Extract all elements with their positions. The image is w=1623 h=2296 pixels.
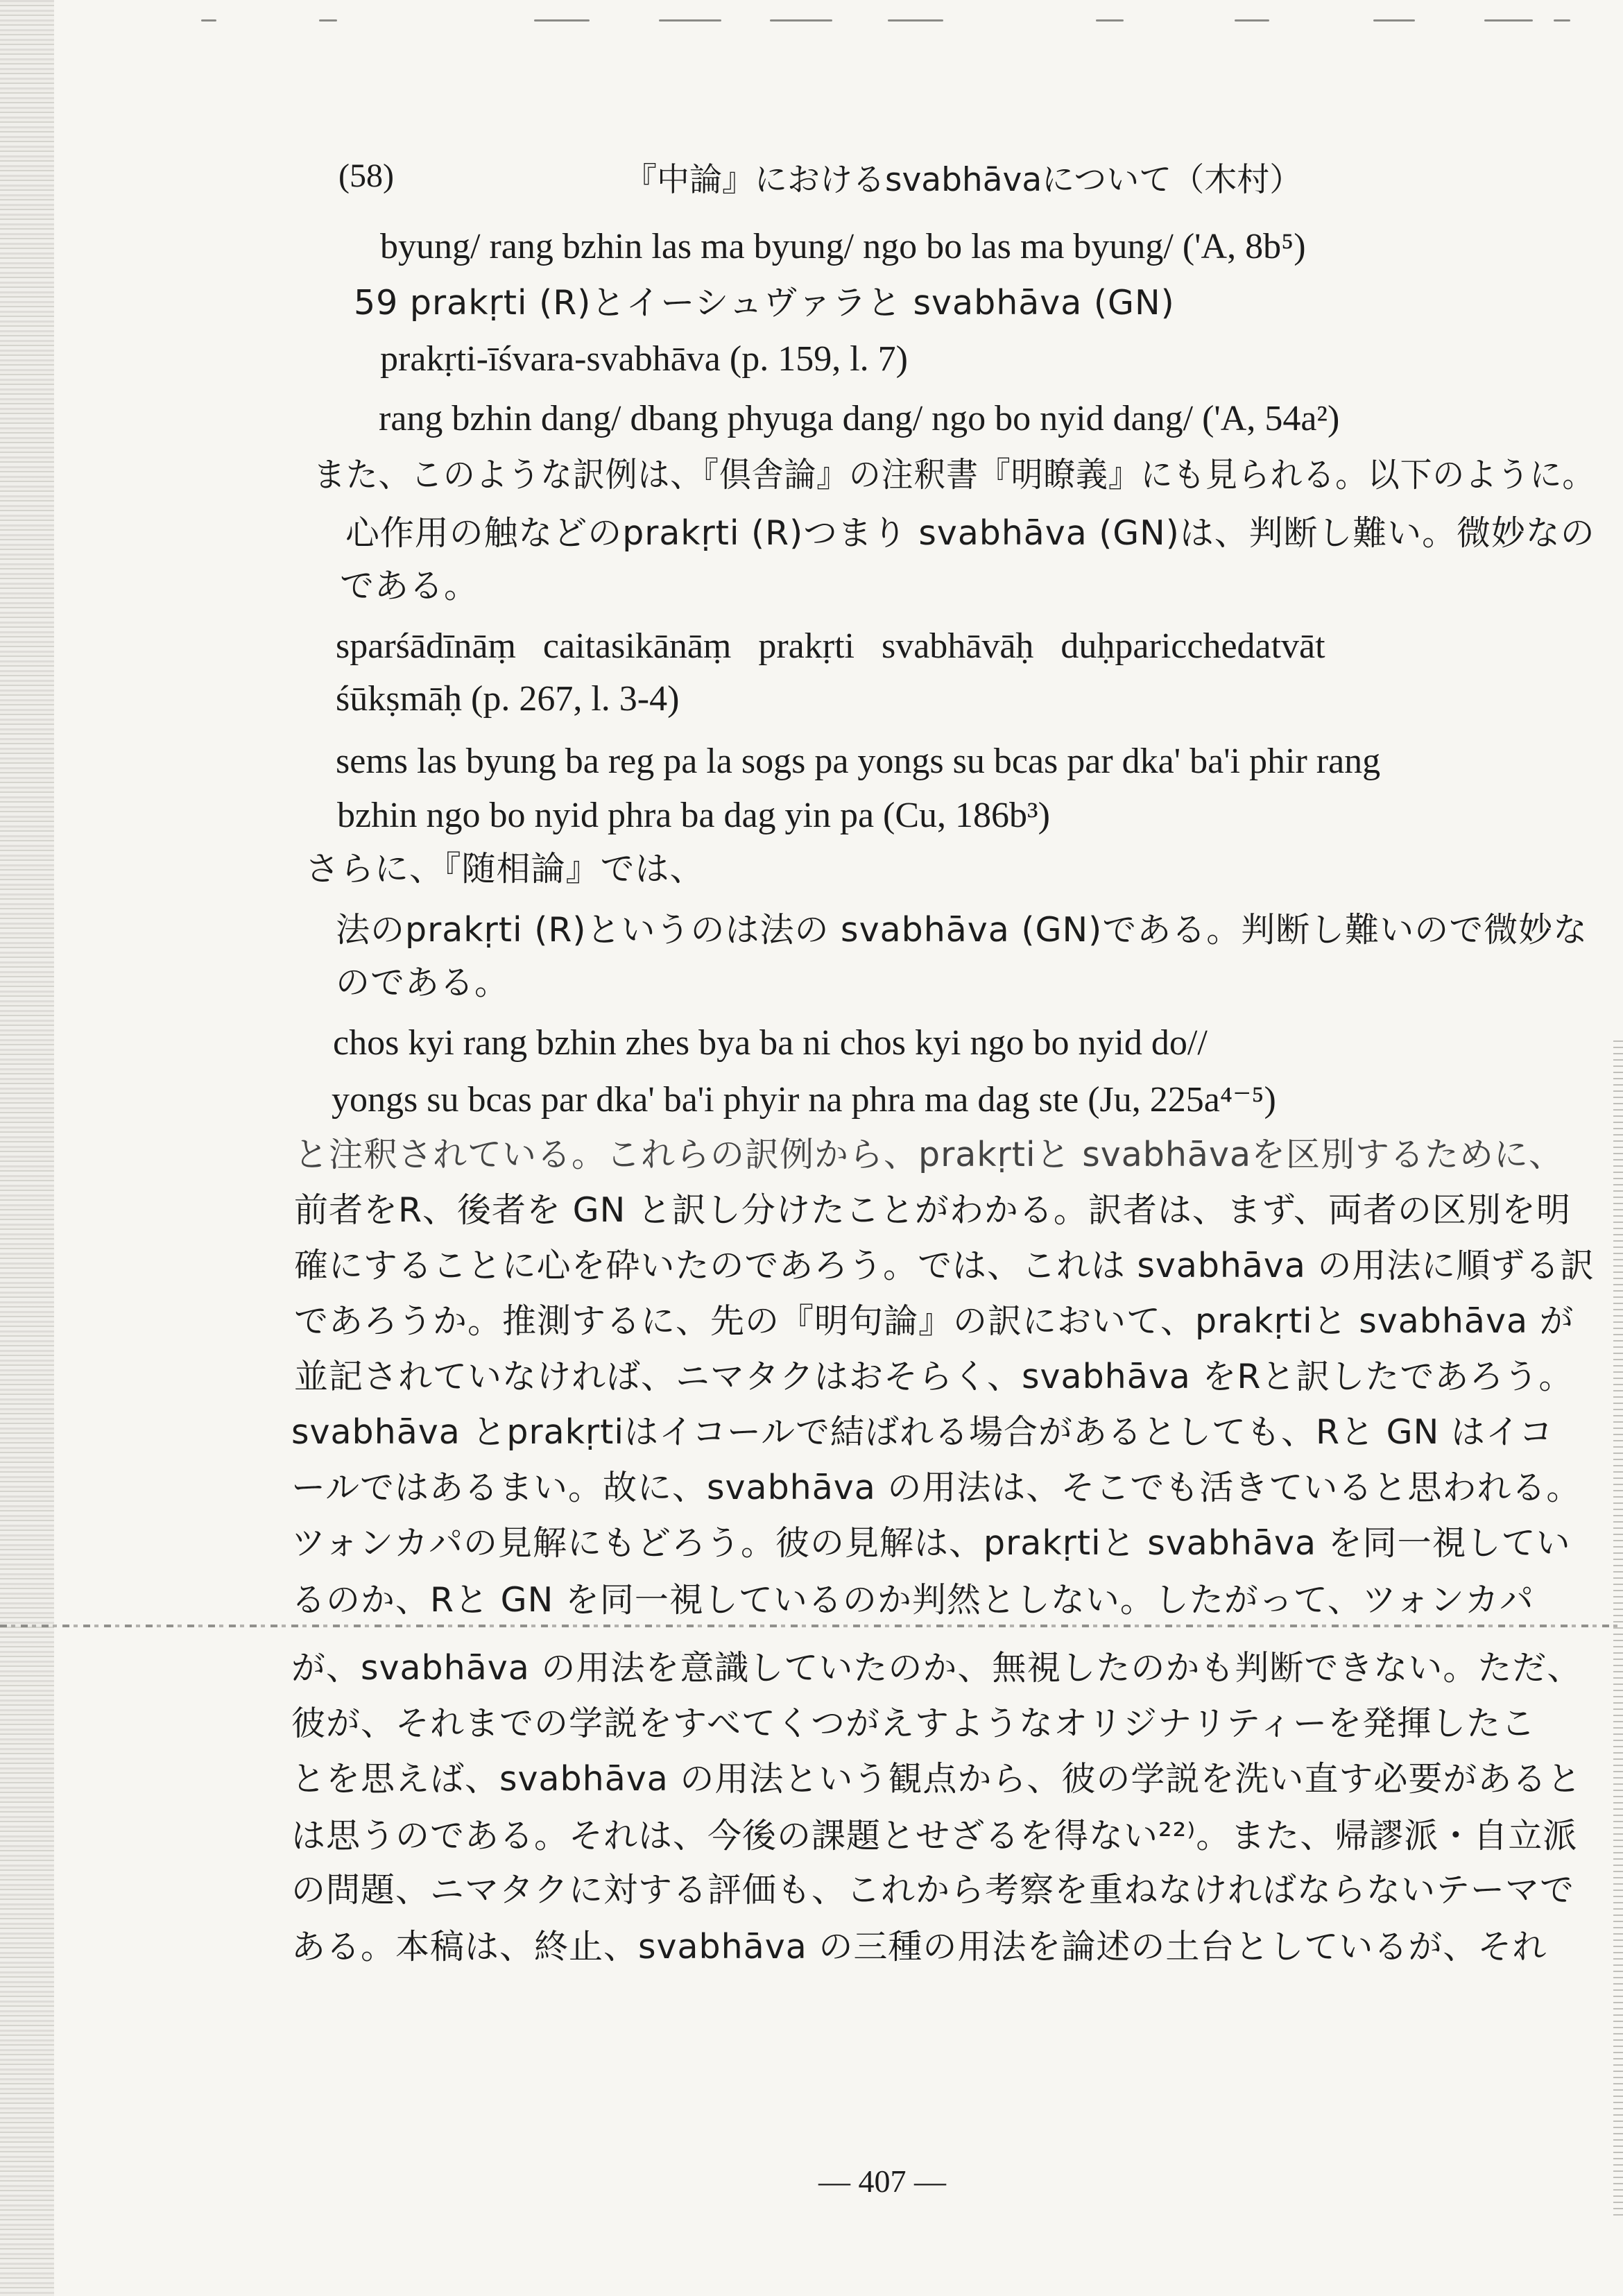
text-line: 前者をR、後者を GN と訳し分けたことがわかる。訳者は、まず、両者の区別を明	[294, 1190, 1571, 1230]
header-title: 『中論』におけるsvabhāvaについて（木村）	[624, 161, 1303, 199]
text-line: sems las byung ba reg pa la sogs pa yongs su bcas par dka' ba'i phir rang	[336, 742, 1381, 781]
text-line: śūkṣmāḥ (p. 267, l. 3-4)	[336, 679, 680, 719]
text-line: 彼が、それまでの学説をすべてくつがえすようなオリジナリティーを発揮したこ	[291, 1704, 1536, 1743]
text-line: 心作用の触などのprakṛti (R)つまり svabhāva (GN)は、判断し難い。微妙なの	[345, 513, 1595, 553]
text-line: svabhāva とprakṛtiはイコールで結ばれる場合があるとしても、Rと GN はイコ	[291, 1412, 1554, 1452]
text-line: ある。本稿は、終止、svabhāva の三種の用法を論述の土台としているが、それ	[291, 1927, 1547, 1967]
text-line: 確にすることに心を砕いたのであろう。では、これは svabhāva の用法に順ずる訳	[294, 1246, 1595, 1285]
text-line: 並記されていなければ、ニマタクはおそらく、svabhāva をRと訳したであろう。	[294, 1357, 1574, 1396]
text-line: byung/ rang bzhin las ma byung/ ngo bo las ma byung/ ('A, 8b⁵)	[380, 227, 1306, 266]
fold-line	[0, 1625, 1623, 1627]
text-line: rang bzhin dang/ dbang phyuga dang/ ngo bo nyid dang/ ('A, 54a²)	[379, 399, 1340, 438]
text-line: さらに、『随相論』では、	[305, 849, 705, 889]
header-page-ref: (58)	[338, 157, 394, 194]
text-line: と注釈されている。これらの訳例から、prakṛtiと svabhāvaを区別するために、	[294, 1135, 1563, 1174]
text-line: のである。	[336, 963, 510, 1002]
text-line: chos kyi rang bzhin zhes bya ba ni chos kyi ngo bo nyid do//	[333, 1023, 1208, 1063]
text-line: である。	[340, 566, 479, 606]
text-line: るのか、Rと GN を同一視しているのか判然としない。したがって、ツォンカパ	[291, 1580, 1534, 1620]
text-line: yongs su bcas par dka' ba'i phyir na phra ma dag ste (Ju, 225a⁴⁻⁵)	[332, 1080, 1276, 1120]
page-number: — 407 —	[818, 2164, 946, 2199]
text-line: の問題、ニマタクに対する評価も、これから考察を重ねなければならないテーマで	[291, 1870, 1575, 1910]
text-line: が、svabhāva の用法を意識していたのか、無視したのかも判断できない。ただ、	[291, 1648, 1582, 1688]
text-line: とを思えば、svabhāva の用法という観点から、彼の学説を洗い直す必要があると	[291, 1759, 1582, 1799]
text-line: bzhin ngo bo nyid phra ba dag yin pa (Cu, 186b³)	[337, 796, 1050, 835]
text-line: また、このような訳例は、『倶舎論』の注釈書『明瞭義』にも見られる。以下のように。	[314, 455, 1595, 495]
scan-edge-left	[0, 0, 54, 2296]
text-line: であろうか。推測するに、先の『明句論』の訳において、prakṛtiと svabhāva が	[294, 1301, 1574, 1341]
top-scan-marks	[173, 10, 1602, 37]
text-line: ツォンカパの見解にもどろう。彼の見解は、prakṛtiと svabhāva を同一視してい	[291, 1523, 1571, 1563]
text-line: は思うのである。それは、今後の課題とせざるを得ない²²⁾。また、帰謬派・自立派	[291, 1816, 1578, 1856]
text-line: ールではあるまい。故に、svabhāva の用法は、そこでも活きていると思われる。	[291, 1468, 1581, 1507]
text-line: 59 prakṛti (R)とイーシュヴァラと svabhāva (GN)	[354, 283, 1175, 323]
text-line: 法のprakṛti (R)というのは法の svabhāva (GN)である。判断し難いので微妙な	[336, 910, 1588, 950]
text-line: sparśādīnāṃ caitasikānāṃ prakṛti svabhāvāḥ duḥparicchedatvāt	[336, 626, 1325, 666]
scan-edge-right	[1613, 1040, 1623, 2220]
text-line: prakṛti-īśvara-svabhāva (p. 159, l. 7)	[380, 339, 908, 379]
